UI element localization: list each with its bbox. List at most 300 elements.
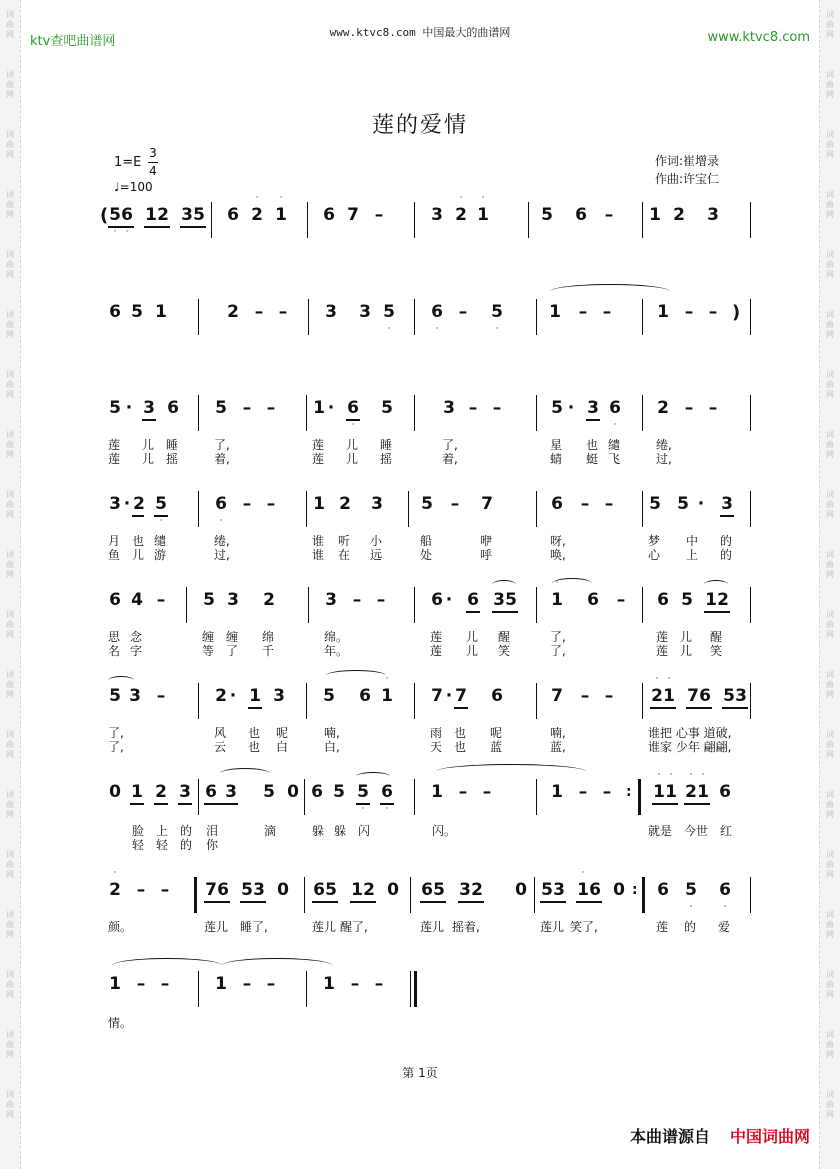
bar-line [642,299,643,335]
composer-credit: 作曲:许宝仁 [655,172,720,186]
note-glyph: – [374,205,384,225]
note-glyph: 3 [179,782,191,802]
note-glyph: 3 [225,782,237,802]
note-glyph: · [229,686,237,706]
note-glyph: 0 [613,880,625,900]
bar-line [414,395,415,431]
note-glyph: 5 [491,302,503,322]
note-glyph: 6 [109,590,121,610]
bar-line [198,395,199,431]
lyric-syllable: 过, [214,548,230,562]
note-glyph: 2 [215,686,227,706]
note-glyph: 7 [455,686,467,706]
note-glyph: 5 [541,880,553,900]
note-glyph: – [254,302,264,322]
note-glyph: 3 [431,205,443,225]
bar-line [198,491,199,527]
note-glyph: 1 [323,974,335,994]
note-glyph: 3 [253,880,265,900]
octave-dot-below: · [361,804,365,814]
lyric-syllable: 月 [108,534,121,548]
note-glyph: 2 [685,782,697,802]
lyric-syllable: 远 [370,548,383,562]
beam-underline [144,226,170,228]
note-glyph: 2 [657,398,669,418]
lyric-syllable: 心 [648,548,661,562]
lyric-syllable: 听 [338,534,351,548]
edge-watermark: 词 曲 网 [826,1030,834,1059]
score-system-9 [100,974,755,1014]
bar-line [306,683,307,719]
lyric-syllable: 醒 [498,630,511,644]
edge-watermark: 词 曲 网 [826,910,834,939]
edge-watermark: 词 曲 网 [826,550,834,579]
note-glyph: – [242,974,252,994]
note-glyph: 6 [699,686,711,706]
bar-line [750,299,751,335]
note-glyph: 0 [277,880,289,900]
beam-underline [204,901,230,903]
note-glyph: 1 [665,782,677,802]
beam-underline [180,226,206,228]
octave-dot-below: · [689,902,693,912]
note-glyph: 6 [431,590,443,610]
lyric-syllable: 就是 [648,824,673,838]
lyric-syllable: 缠 [202,630,215,644]
bar-line [750,683,751,719]
note-glyph: 1 [275,205,287,225]
slur-arc [112,958,222,973]
lyric-syllable: 云 [214,740,227,754]
lyric-syllable: 风 [214,726,227,740]
note-glyph: 1 [649,205,661,225]
edge-watermark: 词 曲 网 [6,550,14,579]
note-glyph: 1 [551,782,563,802]
octave-dot-above: · [255,193,259,203]
note-glyph: – [266,494,276,514]
edge-watermark: 词 曲 网 [6,250,14,279]
lyric-syllable: 儿 [680,630,693,644]
lyric-syllable: 千 [262,644,275,658]
bar-line [211,202,212,238]
note-glyph: 1 [313,398,325,418]
note-glyph: 7 [551,686,563,706]
lyric-syllable: 年。 [324,644,349,658]
note-glyph: 5 [323,686,335,706]
note-glyph: 3 [129,686,141,706]
beam-underline [108,226,134,228]
octave-dot-above: · [481,193,485,203]
score-system-7: 0 1 2 3 6 3 5 0 6 5 5 · 6 · 1 – – 1 – – : 1 · 1 · 2 · 1 · 6 [100,782,755,822]
note-glyph: 6 [589,880,601,900]
note-glyph: 2 [717,590,729,610]
note-glyph: – [352,590,362,610]
lyric-syllable: 念 [130,630,143,644]
note-glyph: 1 [705,590,717,610]
note-glyph: 5 [541,205,553,225]
note-glyph: – [616,590,626,610]
note-glyph: – [160,974,170,994]
lyric-syllable: 蓝, [550,740,566,754]
note-glyph: 1 [549,302,561,322]
lyric-syllable: 笑了, [570,920,598,934]
lyric-syllable: 笑 [710,644,723,658]
lyric-syllable: 轻 [132,838,145,852]
note-glyph: – [160,880,170,900]
lyric-syllable: 谁 [312,548,325,562]
lyric-syllable: 等 [202,644,215,658]
note-glyph: – [468,398,478,418]
header-site-name[interactable]: ktv查吧曲谱网 [30,34,116,49]
note-glyph: – [604,205,614,225]
lyric-syllable: 莲 [656,920,669,934]
lyric-syllable: 儿 [466,630,479,644]
lyric-syllable: 摇 [380,452,393,466]
bar-line [408,491,409,527]
left-page-edge [0,0,21,1169]
lyric-syllable: 谁把 心事 道破, [648,726,732,740]
bar-line [642,395,643,431]
lyric-syllable: 的 [684,920,697,934]
note-glyph: · [125,398,133,418]
note-glyph: 3 [735,686,747,706]
lyric-syllable: 飞 [608,452,621,466]
octave-dot-above: · [701,770,705,780]
note-glyph: 7 [347,205,359,225]
note-glyph: 1 [653,782,665,802]
page-number: 第 1页 [402,1066,438,1080]
note-glyph: – [708,302,718,322]
lyric-syllable: 轻 [156,838,169,852]
note-glyph: 3 [143,398,155,418]
bar-line [534,877,535,913]
note-glyph: 0 [387,880,399,900]
octave-dot-below: · [351,420,355,430]
note-glyph: 2 [155,782,167,802]
beam-underline [684,803,710,805]
note-glyph: 7 [481,494,493,514]
edge-watermark: 词 曲 网 [6,910,14,939]
edge-watermark: 词 曲 网 [6,430,14,459]
source-site-link[interactable]: 中国词曲网 [729,1127,810,1146]
note-glyph: 3 [493,590,505,610]
beam-underline [154,515,168,517]
note-glyph: 3 [227,590,239,610]
note-glyph: 6 [421,880,433,900]
beam-underline [686,707,712,709]
lyric-syllable: 蜻 [550,452,563,466]
edge-watermark: 词 曲 网 [826,970,834,999]
score-system-4 [100,494,755,534]
octave-dot-below: · [385,804,389,814]
note-glyph: 1 [155,302,167,322]
edge-watermark: 词 曲 网 [826,10,834,39]
lyric-syllable: 蜓 [586,452,599,466]
lyric-syllable: 喃, [550,726,566,740]
note-glyph: 2 [673,205,685,225]
note-glyph: 6 [217,880,229,900]
lyric-syllable: 醒 [710,630,723,644]
lyric-syllable: 喃, [324,726,340,740]
edge-watermark: 词 曲 网 [826,310,834,339]
lyricist-credit: 作词:崔增录 [655,154,720,168]
header-site-url[interactable]: www.ktvc8.com [707,30,810,45]
note-glyph: 5 [131,302,143,322]
lyric-syllable: 梦 [648,534,661,548]
bar-line [304,877,305,913]
note-glyph: 3 [587,398,599,418]
bar-line [308,587,309,623]
slur-arc [436,764,586,779]
song-title: 莲的爱情 [371,113,468,138]
edge-watermark: 词 曲 网 [826,1090,834,1119]
bar-line [536,683,537,719]
note-glyph: – [136,880,146,900]
note-glyph: 6 [359,686,371,706]
beam-underline [380,803,394,805]
bar-line [750,491,751,527]
lyric-syllable: 白 [276,740,289,754]
note-glyph: 1 [551,590,563,610]
note-glyph: – [136,974,146,994]
bar-line [638,779,641,815]
note-glyph: – [350,974,360,994]
lyric-syllable: 绻, [656,438,672,452]
lyric-syllable: 蓝 [490,740,503,754]
note-glyph: 5 [241,880,253,900]
note-glyph: 6 [431,302,443,322]
note-glyph: – [602,782,612,802]
note-glyph: 3 [459,880,471,900]
beam-underline [240,901,266,903]
note-glyph: 1 [249,686,261,706]
octave-dot-above: · [689,770,693,780]
bar-line [194,877,197,913]
note-glyph: 6 [657,880,669,900]
beam-underline [420,901,446,903]
edge-watermark: 词 曲 网 [6,70,14,99]
note-glyph: 3 [325,590,337,610]
lyric-syllable: 的 [720,534,733,548]
lyric-syllable: 莲 [656,630,669,644]
lyric-syllable: 了, [214,438,230,452]
lyric-syllable: 谁 [312,534,325,548]
note-glyph: 5 [551,398,563,418]
slur-arc [356,772,390,781]
note-glyph: 6 [491,686,503,706]
lyric-syllable: 莲儿 [540,920,565,934]
bar-line [308,299,309,335]
note-glyph: 2 [363,880,375,900]
beam-underline [720,515,734,517]
note-glyph: – [708,398,718,418]
beam-underline [492,611,518,613]
lyric-syllable: 儿 [142,438,155,452]
note-glyph: 6 [323,205,335,225]
note-glyph: 6 [311,782,323,802]
lyric-syllable: 白, [324,740,340,754]
edge-watermark: 词 曲 网 [826,190,834,219]
score-system-6 [100,674,755,726]
lyric-syllable: 星 [550,438,563,452]
lyric-syllable: 了 [226,644,239,658]
lyric-syllable: 名 [108,644,121,658]
note-glyph: 6 [121,205,133,225]
edge-watermark: 词 曲 网 [826,70,834,99]
note-glyph: · [445,590,453,610]
lyric-syllable: 也 [132,534,145,548]
edge-watermark: 词 曲 网 [6,370,14,399]
note-glyph: – [376,590,386,610]
note-glyph: 1 [313,494,325,514]
note-glyph: 6 [609,398,621,418]
octave-dot-below: · [113,227,117,237]
lyric-syllable: 颜。 [108,920,133,934]
lyric-syllable: 游 [154,548,167,562]
note-glyph: 5 [681,590,693,610]
lyric-syllable: 也 [454,726,467,740]
note-glyph: – [578,302,588,322]
octave-dot-below: · [435,324,439,334]
slur-arc [108,676,134,685]
lyric-syllable: 绻, [214,534,230,548]
note-glyph: 6 [657,590,669,610]
edge-watermark: 词 曲 网 [6,1090,14,1119]
bar-line [410,877,411,913]
bar-line [750,202,751,238]
note-glyph: 5 [677,494,689,514]
note-glyph: 2 [263,590,275,610]
note-glyph: · [123,494,131,514]
lyric-syllable: 谁家 少年 翩翩, [648,740,732,754]
edge-watermark: 词 曲 网 [6,10,14,39]
note-glyph: – [156,590,166,610]
score-system-5 [100,578,755,630]
lyric-syllable: 也 [248,726,261,740]
note-glyph: · [567,398,575,418]
bar-line [198,683,199,719]
note-glyph: 3 [359,302,371,322]
lyric-syllable: 了, [442,438,458,452]
note-glyph: 5 [215,398,227,418]
bar-line [414,202,415,238]
edge-watermark: 词 曲 网 [6,490,14,519]
lyric-syllable: 笑 [498,644,511,658]
lyric-syllable: 睡 [380,438,393,452]
note-glyph: 3 [371,494,383,514]
beam-underline [248,707,262,709]
bar-line [186,587,187,623]
note-glyph: 1 [697,782,709,802]
edge-watermark: 词 曲 网 [6,130,14,159]
bar-line [642,491,643,527]
edge-watermark: 词 曲 网 [826,610,834,639]
lyric-syllable: 儿 [132,548,145,562]
note-glyph: 5 [505,590,517,610]
lyric-syllable: 脸 [132,824,145,838]
bar-line [536,587,537,623]
note-glyph: 6 [347,398,359,418]
lyric-syllable: 今世 [684,824,709,838]
edge-watermark: 词 曲 网 [6,970,14,999]
note-glyph: 3 [181,205,193,225]
note-glyph: 1 [663,686,675,706]
note-glyph: · [327,398,335,418]
beam-underline [704,611,730,613]
lyric-syllable: 过, [656,452,672,466]
note-glyph: 3 [443,398,455,418]
note-glyph: · [697,494,705,514]
note-glyph: 1 [381,686,393,706]
octave-dot-below: · [613,420,617,430]
lyric-syllable: 思 [108,630,121,644]
octave-dot-below: · [495,324,499,334]
note-glyph: 3 [325,302,337,322]
note-glyph: – [602,302,612,322]
edge-watermark: 词 曲 网 [826,670,834,699]
note-glyph: 1 [109,974,121,994]
lyric-syllable: 中 [686,534,699,548]
lyric-syllable: 你 [206,838,219,852]
note-glyph: 6 [205,782,217,802]
octave-dot-below: · [723,902,727,912]
bar-line [642,202,643,238]
note-glyph: – [242,494,252,514]
lyric-syllable: 莲 [430,644,443,658]
lyric-syllable: 也 [454,740,467,754]
note-glyph: 5 [433,880,445,900]
note-glyph: 2 [455,205,467,225]
note-glyph: 3 [707,205,719,225]
note-glyph: – [482,782,492,802]
bar-line [414,299,415,335]
note-glyph: 5 [109,398,121,418]
lyric-syllable: 儿 [466,644,479,658]
lyric-syllable: 缠 [226,630,239,644]
beam-underline [132,515,144,517]
lyric-syllable: 睡 [166,438,179,452]
beam-underline [204,803,238,805]
lyric-syllable: 莲 [430,630,443,644]
note-glyph: 1 [145,205,157,225]
octave-dot-above: · [667,674,671,684]
note-glyph: – [242,398,252,418]
note-glyph: 2 [471,880,483,900]
note-glyph: 2 [227,302,239,322]
edge-watermark: 词 曲 网 [826,730,834,759]
lyric-syllable: 字 [130,644,143,658]
note-glyph: 2 [133,494,145,514]
note-glyph: 6 [109,302,121,322]
edge-watermark: 词 曲 网 [6,670,14,699]
header-site-tagline: www.ktvc8.com 中国最大的曲谱网 [329,26,511,39]
edge-watermark: 词 曲 网 [6,190,14,219]
beam-underline [154,803,168,805]
bar-line [306,395,307,431]
lyric-syllable: 上 [686,548,699,562]
lyric-syllable: 莲 [312,452,325,466]
note-glyph: – [580,686,590,706]
note-glyph: 5 [193,205,205,225]
repeat-open-paren: ( [100,205,109,226]
note-glyph: 6 [719,880,731,900]
bar-line [414,971,417,1007]
lyric-syllable: 摇 [166,452,179,466]
lyric-syllable: 红 [720,824,733,838]
lyric-syllable: 船 [420,534,433,548]
note-glyph: 1 [431,782,443,802]
note-glyph: 5 [203,590,215,610]
